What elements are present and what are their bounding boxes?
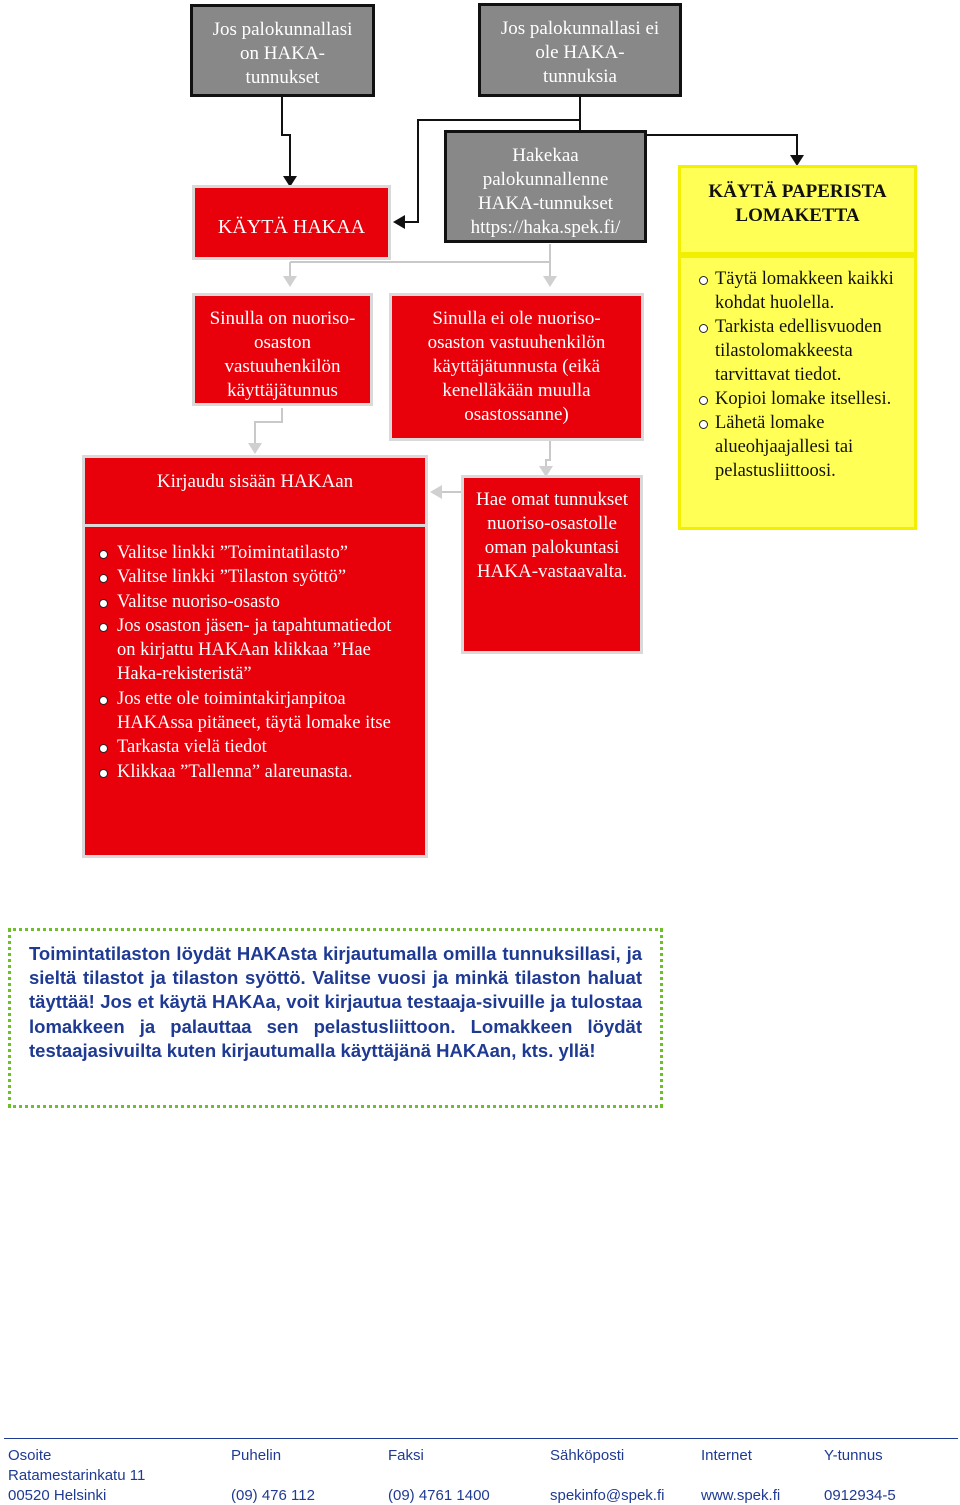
fetch-haka-box: [444, 130, 647, 243]
footer-label-address: Osoite: [8, 1447, 52, 1464]
have-account-box: [192, 293, 373, 406]
footer: [0, 1436, 960, 1505]
login-step-item: Jos ette ole toimintakirjanpitoa HAKAssa pitäneet, täytä lomake itse: [85, 687, 411, 736]
has-haka-text: Jos palokunnallasi on HAKA-tunnukset: [212, 19, 353, 88]
info-note-text: Toimintatilaston löydät HAKAsta kirjautumalla omilla tunnuksillasi, ja sieltä tilastot ja tilaston syöttö. Valitse vuosi ja minkä tilaston haluat täyttää! Jos et käytä HAKAa, voit kirjautua testaaja-sivuille ja tulostaa lomakkeen ja palauttaa sen pelastusliittoon. Lomakkeen löydät testaajasivuilta kuten kirjautumalla käyttäjänä HAKAan, kts. yllä!: [29, 943, 642, 1061]
footer-fax: (09) 4761 1400: [388, 1487, 490, 1504]
use-paper-box: [678, 165, 917, 255]
no-haka-text: Jos palokunnallasi ei ole HAKA-tunnuksia: [500, 18, 660, 87]
get-credentials-box: [461, 475, 643, 654]
login-step-item: Klikkaa ”Tallenna” alareunasta.: [85, 760, 411, 784]
has-haka-box: [190, 4, 375, 97]
footer-business-id: 0912934-5: [824, 1487, 896, 1504]
paper-step-item: Tarkista edellisvuoden tilastolomakkeesta tarvittavat tiedot.: [681, 315, 910, 387]
footer-label-fax: Faksi: [388, 1447, 424, 1464]
login-step-item: Tarkasta vielä tiedot: [85, 735, 411, 759]
footer-address-street: Ratamestarinkatu 11: [8, 1467, 146, 1484]
footer-address-city: 00520 Helsinki: [8, 1487, 107, 1504]
footer-rule: [4, 1438, 958, 1439]
footer-label-email: Sähköposti: [550, 1447, 625, 1464]
paper-steps-list: [681, 267, 910, 483]
paper-step-item: Kopioi lomake itsellesi.: [681, 387, 910, 411]
use-paper-title: KÄYTÄ PAPERISTA LOMAKETTA: [708, 181, 887, 226]
no-haka-box: [478, 3, 682, 97]
login-steps-list: [85, 541, 425, 784]
no-account-text: Sinulla ei ole nuoriso-osaston vastuuhenkilön käyttäjätunnusta (eikä kenelläkään muulla osastossanne): [427, 308, 606, 425]
footer-label-business-id: Y-tunnus: [824, 1447, 883, 1464]
paper-steps-box: [678, 255, 917, 530]
paper-step-item: Täytä lomakkeen kaikki kohdat huolella.: [681, 267, 910, 315]
paper-step-item: Lähetä lomake alueohjaajallesi tai pelastusliittoosi.: [681, 411, 910, 483]
get-credentials-text: Hae omat tunnukset nuoriso-osastolle oman palokuntasi HAKA-vastaavalta.: [476, 489, 628, 582]
login-title: Kirjaudu sisään HAKAan: [85, 458, 425, 527]
login-step-item: Valitse linkki ”Tilaston syöttö”: [85, 565, 411, 589]
use-haka-box: [192, 185, 391, 260]
haka-url-link[interactable]: https://haka.spek.fi/: [470, 217, 621, 238]
login-step-item: Jos osaston jäsen- ja tapahtumatiedot on kirjattu HAKAan klikkaa ”Hae Haka-rekisteristä”: [85, 614, 411, 687]
login-box: [82, 455, 428, 858]
login-step-item: Valitse nuoriso-osasto: [85, 590, 411, 614]
footer-label-internet: Internet: [701, 1447, 752, 1464]
footer-label-phone: Puhelin: [231, 1447, 282, 1464]
login-step-item: Valitse linkki ”Toimintatilasto”: [85, 541, 411, 565]
fetch-haka-text: Hakekaa palokunnallenne HAKA-tunnukset: [477, 145, 614, 214]
footer-email-link[interactable]: spekinfo@spek.fi: [550, 1487, 665, 1504]
have-account-text: Sinulla on nuoriso-osaston vastuuhenkilön käyttäjätunnus: [209, 308, 356, 401]
info-note: [8, 928, 663, 1108]
footer-website-link[interactable]: www.spek.fi: [701, 1487, 781, 1504]
no-account-box: [389, 293, 644, 441]
footer-phone: (09) 476 112: [231, 1487, 315, 1504]
use-haka-title: KÄYTÄ HAKAA: [217, 216, 366, 238]
